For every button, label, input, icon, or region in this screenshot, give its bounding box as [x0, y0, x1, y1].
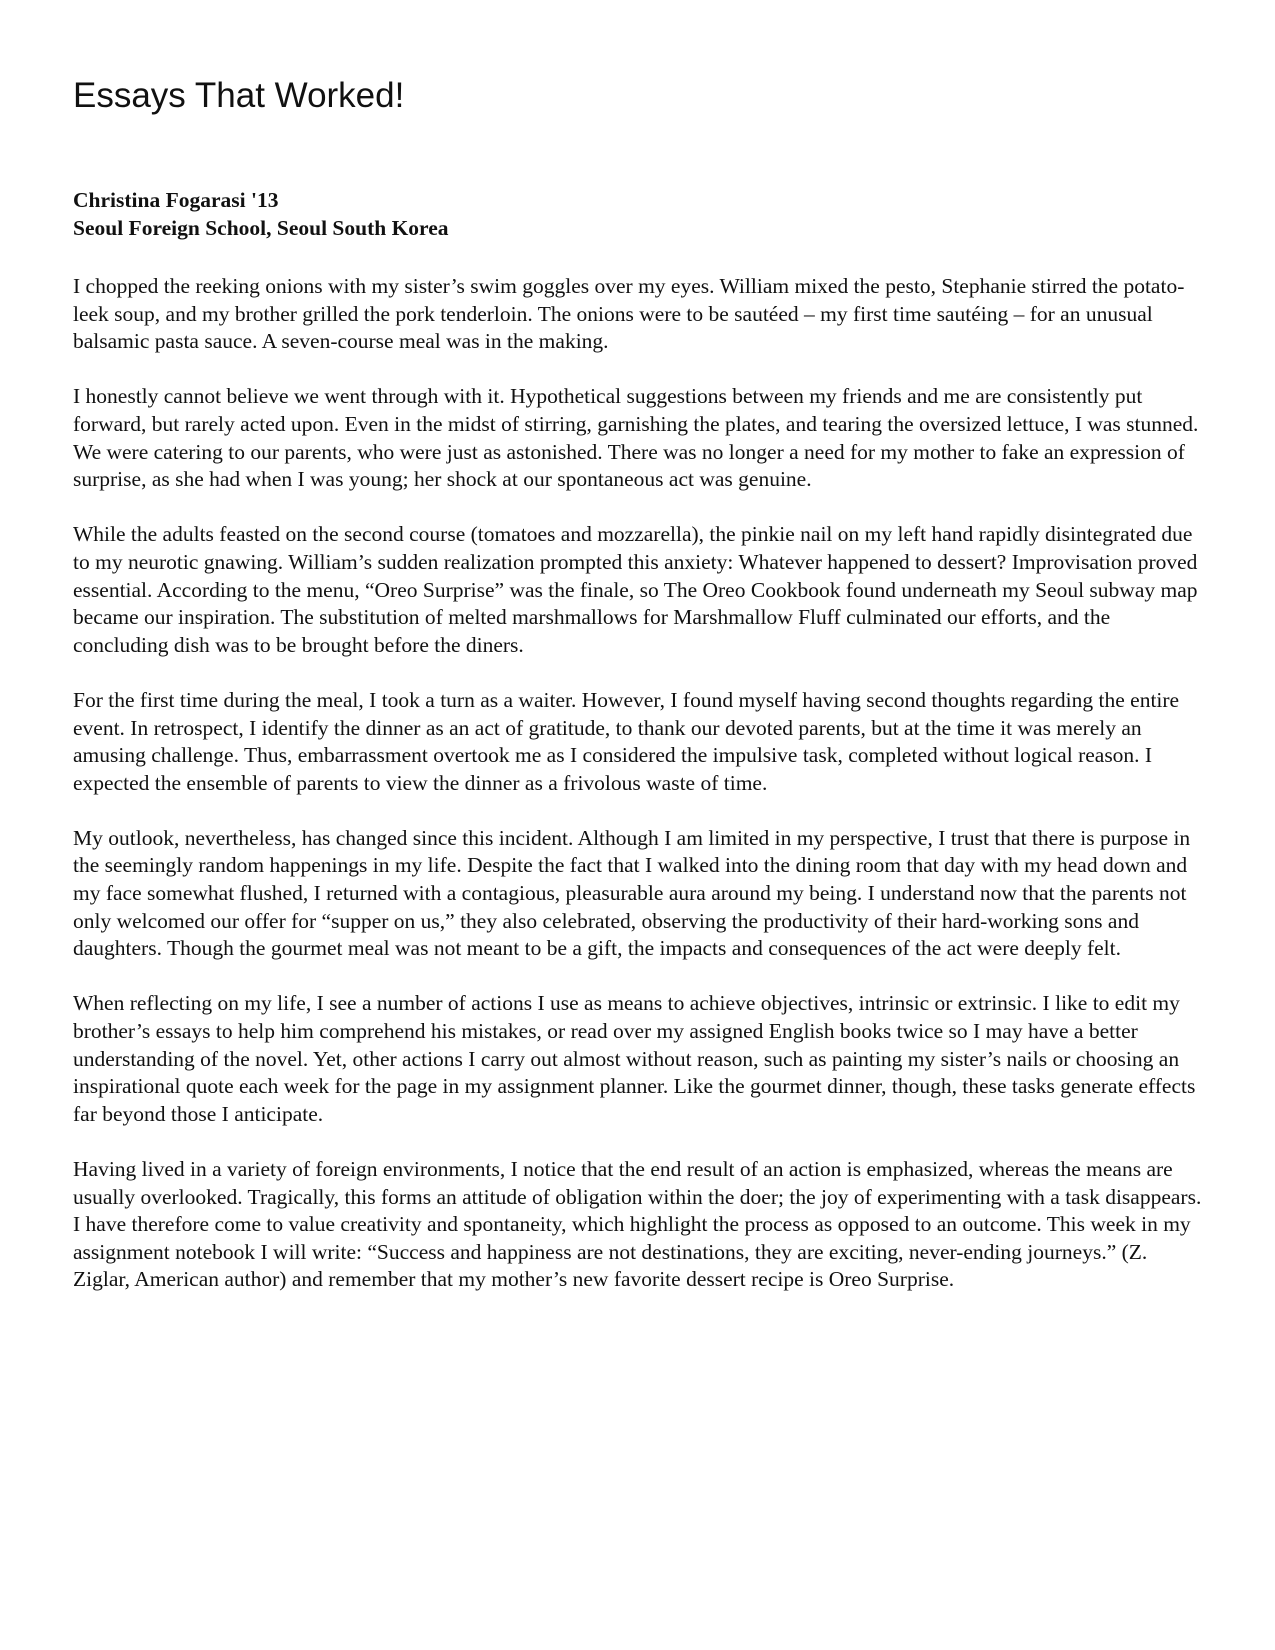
essay-paragraph: When reflecting on my life, I see a number of actions I use as means to achieve objectives, intrinsic or extrinsic. I like to edit my brother’s essays to help him comprehend his mistakes, or read over my assigned English books twice so I may have a better understanding of the novel. Yet, other actions I carry out almost without reason, such as painting my sister’s nails or choosing an inspirational quote each week for the page in my assignment planner. Like the gourmet dinner, though, these tasks generate effects far beyond those I anticipate.	[73, 991, 1196, 1126]
author-line: Christina Fogarasi '13	[73, 188, 279, 212]
page-title: Essays That Worked!	[73, 76, 405, 115]
essay-paragraph: I honestly cannot believe we went through with it. Hypothetical suggestions between my friends and me are consistently put forward, but rarely acted upon. Even in the midst of stirring, garnishing the plates, and tearing the oversized lettuce, I was stunned. We were catering to our parents, who were just as astonished. There was no longer a need for my mother to fake an expression of surprise, as she had when I was young; her shock at our spontaneous act was genuine.	[73, 384, 1199, 492]
byline	[73, 186, 449, 242]
essay-paragraph: For the first time during the meal, I took a turn as a waiter. However, I found myself having second thoughts regarding the entire event. In retrospect, I identify the dinner as an act of gratitude, to thank our devoted parents, but at the time it was merely an amusing challenge. Thus, embarrassment overtook me as I considered the impulsive task, completed without logical reason. I expected the ensemble of parents to view the dinner as a frivolous waste of time.	[73, 687, 1180, 795]
essay-paragraph: While the adults feasted on the second course (tomatoes and mozzarella), the pinkie nail on my left hand rapidly disintegrated due to my neurotic gnawing. William’s sudden realization prompted this anxiety: Whatever happened to dessert? Improvisation proved essential. According to the menu, “Oreo Surprise” was the finale, so The Oreo Cookbook found underneath my Seoul subway map became our inspiration. The substitution of melted marshmallows for Marshmallow Fluff culminated our efforts, and the concluding dish was to be brought before the diners.	[73, 522, 1198, 657]
essay-paragraph: I chopped the reeking onions with my sister’s swim goggles over my eyes. William mixed the pesto, Stephanie stirred the potato-leek soup, and my brother grilled the pork tenderloin. The onions were to be sautéed – my first time sautéing – for an unusual balsamic pasta sauce. A seven-course meal was in the making.	[73, 274, 1185, 354]
essay-paragraph: Having lived in a variety of foreign environments, I notice that the end result of an action is emphasized, whereas the means are usually overlooked. Tragically, this forms an attitude of obligation within the doer; the joy of experimenting with a task disappears. I have therefore come to value creativity and spontaneity, which highlight the process as opposed to an outcome. This week in my assignment notebook I will write: “Success and happiness are not destinations, they are exciting, never-ending journeys.” (Z. Ziglar, American author) and remember that my mother’s new favorite dessert recipe is Oreo Surprise.	[73, 1157, 1202, 1292]
essay-paragraph: My outlook, nevertheless, has changed since this incident. Although I am limited in my perspective, I trust that there is purpose in the seemingly random happenings in my life. Despite the fact that I walked into the dining room that day with my head down and my face somewhat flushed, I returned with a contagious, pleasurable aura around my being. I understand now that the parents not only welcomed our offer for “supper on us,” they also celebrated, observing the productivity of their hard-working sons and daughters. Though the gourmet meal was not meant to be a gift, the impacts and consequences of the act were deeply felt.	[73, 825, 1191, 961]
school-line: Seoul Foreign School, Seoul South Korea	[73, 216, 449, 240]
essay-body	[73, 273, 1208, 1322]
